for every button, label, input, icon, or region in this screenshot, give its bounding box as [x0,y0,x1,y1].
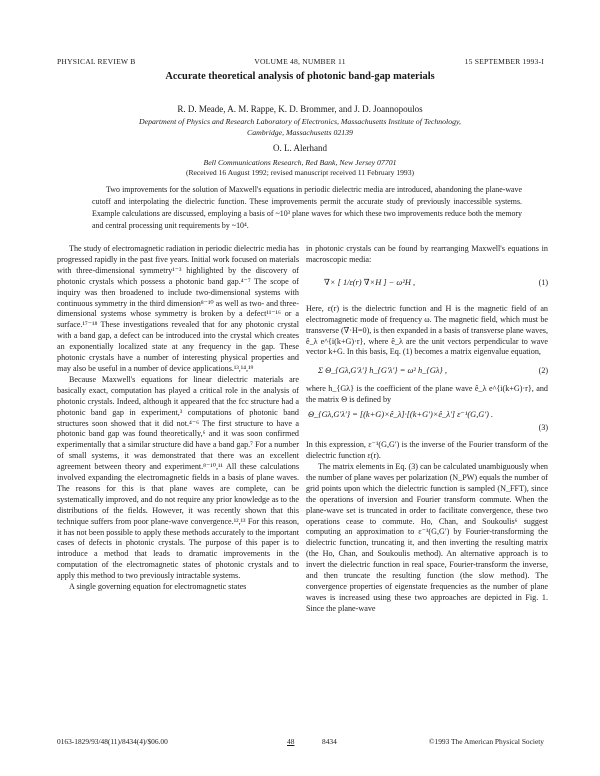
affiliation-bellcore: Bell Communications Research, Red Bank, New Jersey 07701 [203,158,397,167]
affiliation-mit-city: Cambridge, Massachusetts 02139 [247,128,353,137]
volume-number: VOLUME 48, NUMBER 11 [254,57,346,66]
governing-equation-paragraph: A single governing equation for electromagnetic states [69,582,247,592]
matrix-elements-paragraph: The matrix elements in Eq. (3) can be calculated unambiguously when the number of plane waves per polarization (N_PW) equals the number of grid points upon which the dielectric function is sampled (N_FFT), since the operations of inversion and Fourier transform commute. When the plane-wave set is truncated in order to facilitate convergence, these two operations cease to commute. Ho, Chan, and Soukoulis⁶ suggest computing an approximation to ε⁻¹(G,G′) by Fourier-transforming the dielectric function, truncating it, and then inverting the resulting matrix (the Ho, Chan, and Soukoulis method). An alternative approach is to invert the dielectric function in real space, Fourier-transform the inverse, and then truncate the resulting function (the slow method). The convergence properties of eigenstate frequencies as the number of plane waves is increased using these two approaches are depicted in Fig. 1. Since the plane-wave [306,461,548,613]
volume-mark: 48 [287,737,295,746]
author-list: R. D. Meade, A. M. Rappe, K. D. Brommer, and J. D. Joannopoulos [177,104,423,114]
left-column [57,244,299,593]
maxwell-intro-paragraph: in photonic crystals can be found by rearranging Maxwell's equations in macroscopic media: [306,244,548,264]
computation-paragraph: Because Maxwell's equations for linear dielectric materials are basically exact, computation has played a critical role in the analysis of photonic crystals. Indeed, although it appeared that the fcc structure had a photonic band gap in experiment,³ computations of photonic band structures soon showed that it did not.⁴⁻⁶ The first structure to have a photonic band gap was found theoretically,⁶ and it was soon confirmed experimentally that a similar structure did have a band gap.⁷ For a number of small systems, it was demonstrated that there was an excellent agreement between theory and experiment.⁸⁻¹⁰,¹¹ All these calculations involved expanding the electromagnetic fields in a basis of plane waves. The reasons for this is that plane waves are complete, can be systematically improved, and do not require any prior knowledge as to the distributions of the fields. However, it was recently shown that this technique suffers from poor plane-wave convergence.¹²,¹³ For this reason, it has not been possible to apply these methods accurately to the important cases of defects in photonic crystals. The purpose of this paper is to introduce a method that leads to dramatic improvements in the computation of the electromagnetic states of photonic crystals and to apply this method to two previously intractable systems. [57,374,299,581]
equation-3 [306,410,548,436]
right-column [306,244,548,615]
copyright: ©1993 The American Physical Society [428,737,544,746]
field-expansion-paragraph: Here, ε(r) is the dielectric function and H is the magnetic field of an electromagnetic mode of frequency ω. The magnetic field, which must be transverse (∇·H=0), is then expanded in a basis of transverse plane waves, ê_λ e^{i(k+G)·r}, where ê_λ are the unit vectors perpendicular to wave vector k+G. In this basis, Eq. (1) becomes a matrix eigenvalue equation, [306,303,548,357]
equation-2 [306,362,548,380]
abstract: Two improvements for the solution of Maxwell's equations in periodic dielectric media are introduced, abandoning the plane-wave cutoff and interpolating the dielectric function. These improvements permit the accurate study of previously inaccessible systems. Example calculations are discussed, employing a basis of ~10³ plane waves for which these two improvements reduce both the memory and central processing unit requirements by ~10⁴. [92,185,522,230]
article-code: 0163-1829/93/48(11)/8434(4)/$06.00 [57,737,168,746]
journal-name: PHYSICAL REVIEW B [57,57,136,66]
paper-title: Accurate theoretical analysis of photonic band-gap materials [165,71,435,82]
intro-paragraph: The study of electromagnetic radiation in periodic dielectric media has progressed rapidly in the past five years. Initial work focused on materials with three-dimensional symmetry¹⁻³ highlighted by the discovery of photonic crystals which possess a photonic band gap.⁴⁻⁷ The scope of inquiry was then broadened to include two-dimensional systems with continuous symmetry in the third dimension⁸⁻¹⁰ as well as two- and three-dimensional systems whose symmetry is broken by a defect¹¹⁻¹⁶ or a surface.¹⁷⁻¹⁸ These investigations revealed that for any photonic crystal with a band gap, a defect can be introduced into the crystal which creates an exponentially localized state at any frequency in the gap. These photonic crystals have a number of interesting physical properties and may also be useful in a number of device applications.¹³,¹⁴,¹⁹ [57,244,299,373]
received-dates: (Received 16 August 1992; revised manuscript received 11 February 1993) [185,168,415,177]
equation-2-body: Σ Θ_{Gλ,G′λ′} h_{G′λ′} = ω² h_{Gλ} , [318,366,447,376]
equation-2-number: (2) [538,366,548,376]
matrix-definition-paragraph: where h_{Gλ} is the coefficient of the plane wave ê_λ e^{i(k+G)·r}, and the matrix Θ is defined by [306,384,548,405]
issue-date: 15 SEPTEMBER 1993-I [464,57,544,66]
equation-1 [306,270,548,300]
equation-3-body: Θ_{Gλ,G′λ′} = [(k+G)×ê_λ]·[(k+G′)×ê_λ′] ε⁻¹(G,G′) . [308,410,494,420]
equation-3-number: (3) [538,423,548,433]
author-alerhand: O. L. Alerhand [273,143,327,153]
equation-1-number: (1) [538,277,548,287]
equation-1-body: ∇× [ 1/ε(r) ∇×H ] − ω²H , [324,277,416,287]
affiliation-mit: Department of Physics and Research Laboratory of Electronics, Massachusetts Institute of Technology, [138,117,462,126]
page-number: 8434 [322,737,337,746]
inverse-expression-paragraph: In this expression, ε⁻¹(G,G′) is the inverse of the Fourier transform of the dielectric function ε(r). [306,440,548,461]
